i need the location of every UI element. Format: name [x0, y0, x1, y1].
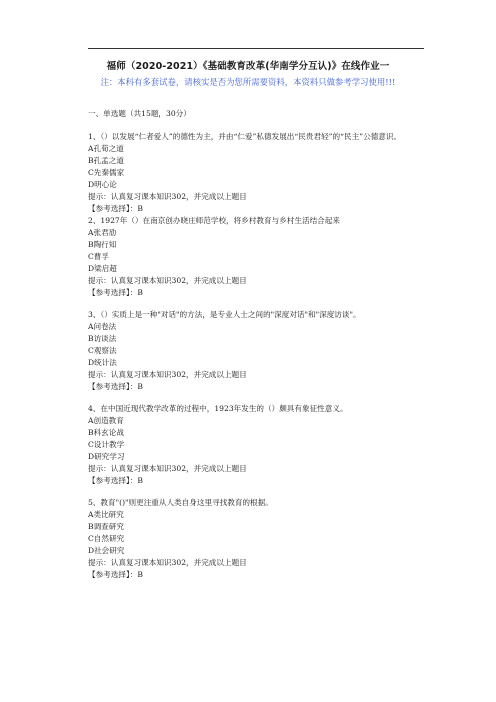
- option-b: B陶行知: [88, 240, 117, 249]
- question-hint: 提示：认真复习课本知识302，并完成以上题目: [88, 558, 247, 567]
- question-block: [88, 497, 424, 581]
- question-answer: 【参考选择】：B: [88, 382, 143, 391]
- option-d: D研究学习: [88, 452, 125, 461]
- option-b: B科玄论战: [88, 428, 124, 437]
- option-b: B调查研究: [88, 522, 124, 531]
- question-hint: 提示：认真复习课本知识302，并完成以上题目: [88, 464, 247, 473]
- option-a: A创造教育: [88, 416, 124, 425]
- question-hint: 提示：认真复习课本知识302，并完成以上题目: [88, 192, 247, 201]
- spacer: [88, 393, 424, 403]
- question-stem: 5、教育"()"则更注重从人类自身这里寻找教育的根据。: [88, 498, 273, 507]
- option-d: D明心论: [88, 180, 117, 189]
- question-block: [88, 403, 424, 487]
- option-d: D梁启超: [88, 264, 117, 273]
- question-block: [88, 215, 424, 299]
- question-block: [88, 131, 424, 215]
- question-stem: 2、1927年（）在南京创办晓庄师范学校，将乡村教育与乡村生活结合起来: [88, 216, 340, 225]
- question-hint: 提示：认真复习课本知识302，并完成以上题目: [88, 276, 247, 285]
- option-a: A类比研究: [88, 510, 124, 519]
- option-c: C先秦儒家: [88, 168, 125, 177]
- spacer: [88, 299, 424, 309]
- question-answer: 【参考选择】：B: [88, 204, 143, 213]
- question-hint: 提示：认真复习课本知识302，并完成以上题目: [88, 370, 247, 379]
- question-answer: 【参考选择】：B: [88, 476, 143, 485]
- question-stem: 4、在中国近现代教学改革的过程中，1923年发生的（）颇具有象征性意义。: [88, 404, 348, 413]
- question-answer: 【参考选择】：B: [88, 288, 143, 297]
- notice-text: 注：本科有多套试卷，请核实是否为您所需要资料，本资料只做参考学习使用!!!: [100, 77, 396, 87]
- option-d: D社会研究: [88, 546, 125, 555]
- option-a: A孔荀之道: [88, 144, 124, 153]
- spacer: [88, 487, 424, 497]
- option-a: A张君劢: [88, 228, 117, 237]
- option-c: C观察法: [88, 346, 117, 355]
- question-block: [88, 309, 424, 393]
- section-heading: 一、单选题（共15题，30分）: [88, 109, 191, 118]
- option-c: C曹孚: [88, 252, 109, 261]
- document-title: 福师（2020-2021）《基础教育改革(华南学分互认)》在线作业一: [106, 61, 390, 72]
- option-b: B访谈法: [88, 334, 117, 343]
- option-c: C自然研究: [88, 534, 125, 543]
- question-stem: 1、（）以发展“仁者爱人”的德性为主，并由“仁爱”私德发展出“民贵君轻”的“民主”公德意识。: [88, 132, 402, 141]
- option-a: A问卷法: [88, 322, 117, 331]
- option-d: D统计法: [88, 358, 117, 367]
- header-rule: [88, 48, 424, 49]
- option-c: C设计教学: [88, 440, 125, 449]
- option-b: B孔孟之道: [88, 156, 124, 165]
- document-body: [88, 108, 424, 581]
- question-answer: 【参考选择】：B: [88, 570, 143, 579]
- question-stem: 3、（）实质上是一种"对话"的方法，是专业人士之间的"深度对话"和"深度访谈"。: [88, 310, 361, 319]
